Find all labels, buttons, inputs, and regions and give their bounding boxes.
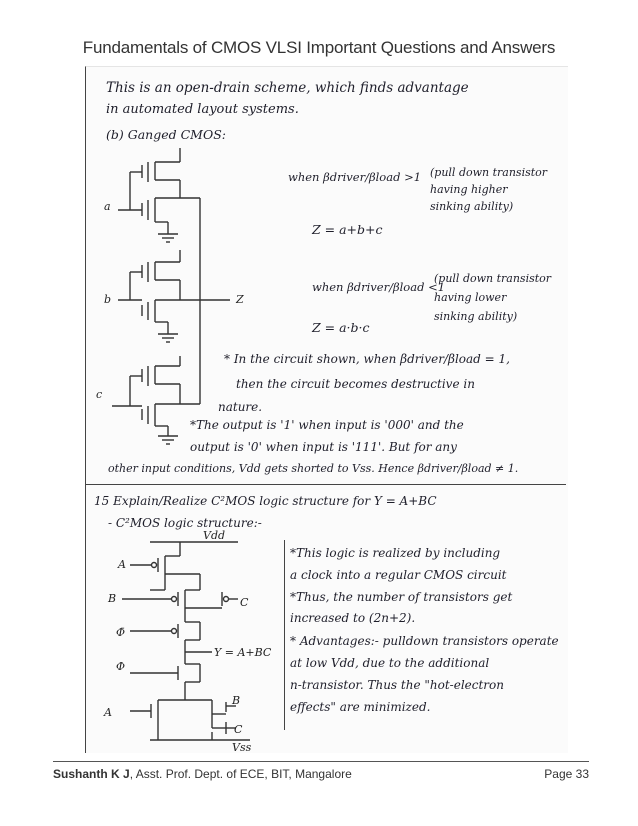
c2mos-point-1: *This logic is realized by including (290, 546, 501, 560)
condition-1-note-1: (pull down transistor (430, 166, 548, 179)
condition-2: when βdriver/βload <1 (312, 280, 446, 294)
page-header: Fundamentals of CMOS VLSI Important Questions and Answers (82, 38, 556, 57)
input-a-bottom-label: A (104, 706, 112, 719)
question-15: 15 Explain/Realize C²MOS logic structure for Y = A+BC (94, 494, 437, 508)
section-b-heading: (b) Ganged CMOS: (106, 127, 226, 142)
vss-label: Vss (232, 741, 252, 754)
note-line-1: This is an open-drain scheme, which finds advantage (106, 80, 469, 96)
c2mos-point-2: a clock into a regular CMOS circuit (290, 568, 507, 582)
equation-1: Z = a+b+c (312, 222, 383, 237)
c2mos-circuit (103, 529, 272, 754)
vdd-label: Vdd (203, 529, 226, 542)
star-note-2b: output is '0' when input is '111'. But for any (190, 440, 457, 454)
output-z-label: Z (236, 293, 244, 306)
phi-label: Φ (116, 660, 126, 673)
page-number: Page 33 (544, 767, 589, 781)
input-a-top-label: A (118, 558, 126, 571)
note-line-2: in automated layout systems. (106, 102, 299, 117)
condition-2-note-1: (pull down transistor (434, 272, 552, 285)
column-divider (284, 540, 285, 730)
c2mos-point-6: at low Vdd, due to the additional (290, 656, 490, 670)
page-footer (53, 761, 589, 781)
c2mos-point-5: * Advantages:- pulldown transistors operate (290, 634, 559, 648)
c2mos-point-8: effects" are minimized. (290, 700, 431, 714)
c2mos-point-7: n-transistor. Thus the "hot-electron (290, 678, 504, 692)
condition-1-note-2: having higher (430, 183, 508, 196)
star-note-1c: nature. (218, 400, 263, 414)
c2mos-point-3: *Thus, the number of transistors get (290, 590, 513, 604)
star-note-1a: * In the circuit shown, when βdriver/βload = 1, (224, 352, 510, 366)
c2mos-point-4: increased to (2n+2). (290, 611, 416, 625)
author-affiliation: , Asst. Prof. Dept. of ECE, BIT, Mangalore (129, 767, 352, 781)
equation-2: Z = a·b·c (312, 320, 370, 335)
input-c-bottom-label: C (234, 723, 243, 736)
condition-2-note-3: sinking ability) (434, 310, 518, 323)
condition-1: when βdriver/βload >1 (288, 170, 422, 184)
c2mos-subheading: - C²MOS logic structure:- (108, 516, 262, 530)
footer-author (53, 767, 352, 781)
star-note-2c: other input conditions, Vdd gets shorted to Vss. Hence βdriver/βload ≠ 1. (108, 462, 519, 475)
star-note-1b: then the circuit becomes destructive in (236, 377, 475, 391)
question-divider (86, 484, 566, 485)
input-b-top-label: B (108, 592, 117, 605)
phi-bar-label: Φ̄ (116, 626, 126, 639)
author-name: Sushanth K J (53, 767, 130, 781)
input-b-label: b (104, 293, 112, 306)
condition-2-note-2: having lower (434, 291, 507, 304)
input-b-bottom-label: B (232, 694, 241, 707)
input-a-label: a (104, 200, 111, 213)
star-note-2a: *The output is '1' when input is '000' and the (190, 418, 464, 432)
output-y-label: Y = A+BC (214, 646, 272, 659)
input-c-label: c (96, 388, 103, 401)
condition-1-note-3: sinking ability) (430, 200, 514, 213)
input-c-top-label: C (240, 596, 249, 609)
